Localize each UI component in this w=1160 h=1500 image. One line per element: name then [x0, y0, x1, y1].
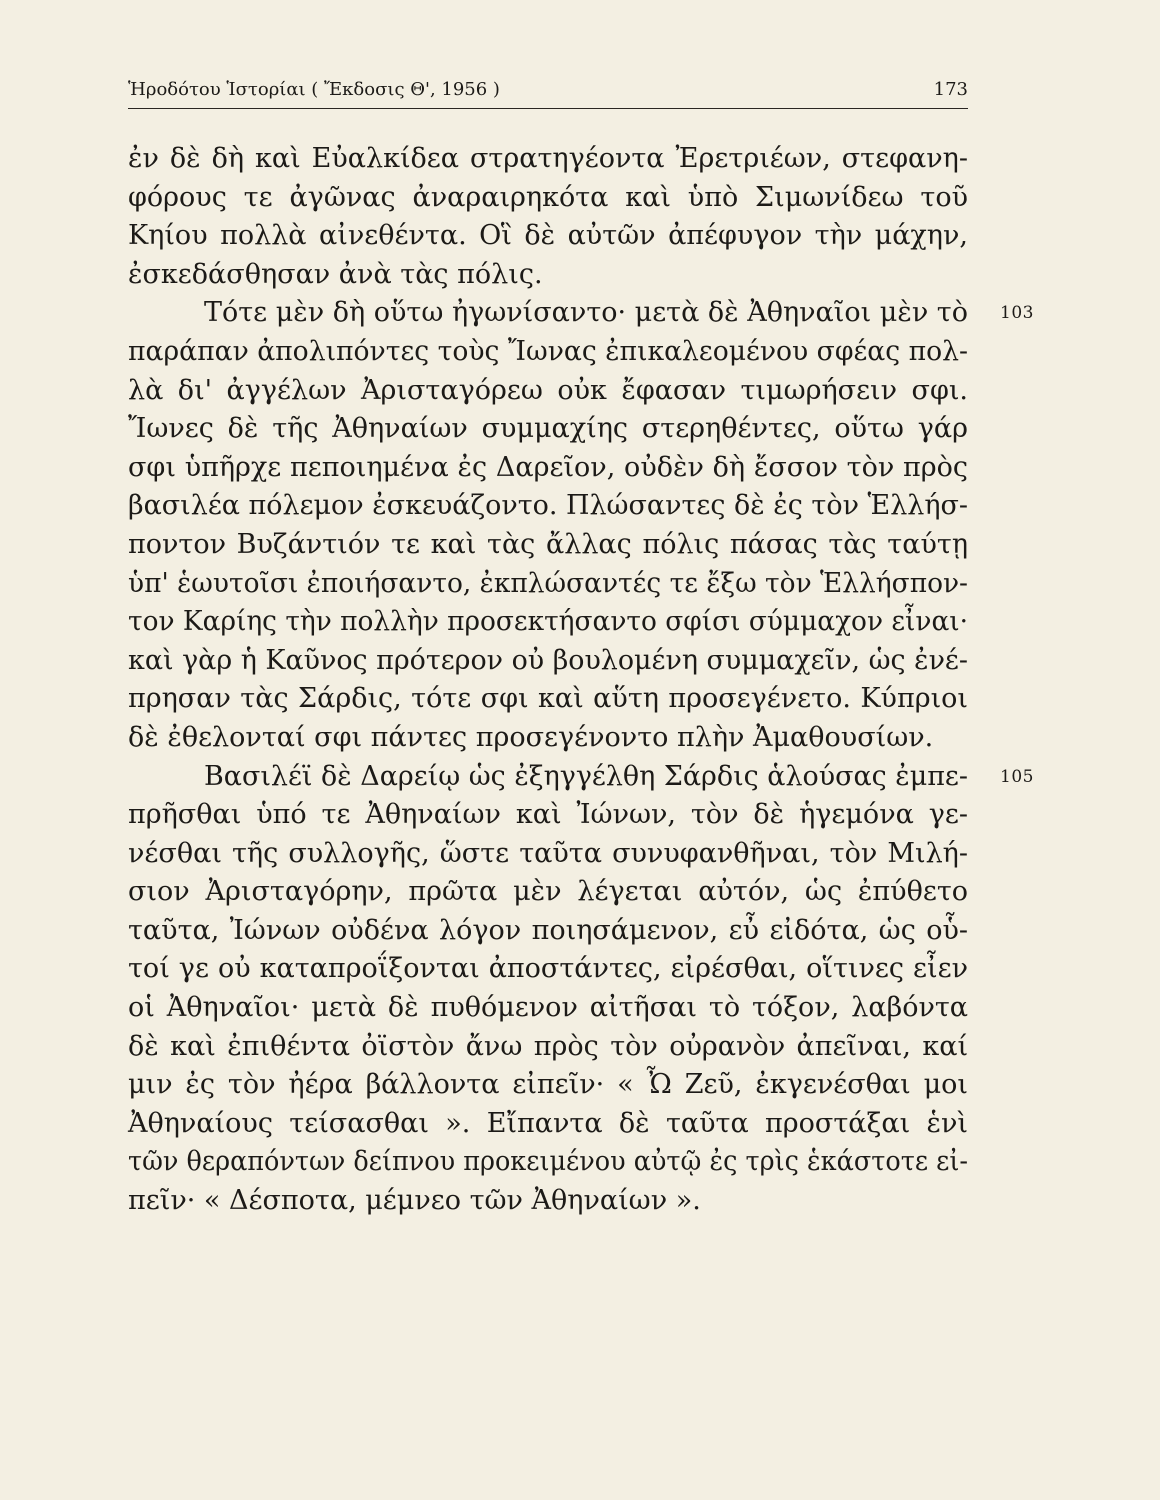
text-line [128, 179, 968, 218]
line-text: παράπαν ἀπολιπόντες τοὺς Ἴωνας ἐπικαλεομένου σφέας πολ- [128, 335, 969, 367]
line-text: φόρους τε ἀγῶνας ἀναραιρηκότα καὶ ὑπὸ Σιμωνίδεω τοῦ [128, 181, 969, 213]
line-text: τῶν θεραπόντων δείπνου προκειμένου αὐτῷ ἐς τρὶς ἑκάστοτε εἰ- [128, 1146, 968, 1178]
line-text: Βασιλέϊ δὲ Δαρείῳ ὡς ἐξηγγέλθη Σάρδις ἁλούσας ἐμπε- [204, 760, 968, 792]
body-text [128, 140, 1034, 1221]
text-line [128, 1105, 968, 1144]
line-text: καὶ γὰρ ἡ Καῦνος πρότερον οὐ βουλομένη συμμαχεῖν, ὡς ἐνέ- [128, 644, 968, 676]
text-line [128, 410, 968, 449]
line-text: μιν ἐς τὸν ἠέρα βάλλοντα εἰπεῖν· « Ὦ Ζεῦ, ἐκγενέσθαι μοι [128, 1069, 969, 1101]
line-text: πεῖν· « Δέσποτα, μέμνεο τῶν Ἀθηναίων ». [128, 1185, 701, 1217]
line-text: ποντον Βυζάντιόν τε καὶ τὰς ἄλλας πόλις πάσας τὰς ταύτῃ [128, 528, 969, 560]
text-line [128, 217, 968, 256]
text-line [128, 140, 968, 179]
line-text: Ἴωνες δὲ τῆς Ἀθηναίων συμμαχίης στερηθέντες, οὕτω γάρ [128, 413, 968, 445]
line-text: ὑπ' ἑωυτοῖσι ἐποιήσαντο, ἐκπλώσαντές τε ἔξω τὸν Ἑλλήσπον- [128, 567, 969, 599]
text-line [128, 1182, 968, 1221]
text-line [128, 758, 1034, 797]
text-line [128, 256, 968, 295]
text-line [128, 1066, 968, 1105]
line-text: Τότε μὲν δὴ οὕτω ἠγωνίσαντο· μετὰ δὲ Ἀθηναῖοι μὲν τὸ [204, 297, 968, 329]
section-number: 105 [1000, 766, 1034, 787]
text-line [128, 526, 968, 565]
text-line [128, 642, 968, 681]
text-line [128, 372, 968, 411]
line-text: ἐν δὲ δὴ καὶ Εὐαλκίδεα στρατηγέοντα Ἐρετριέων, στεφανη- [128, 143, 968, 174]
line-text: νέσθαι τῆς συλλογῆς, ὥστε ταῦτα συνυφανθῆναι, τὸν Μιλή- [128, 837, 968, 869]
text-line [128, 333, 968, 372]
section-number: 103 [1000, 303, 1034, 324]
line-text: δὲ καὶ ἐπιθέντα ὀϊστὸν ἄνω πρὸς τὸν οὐρανὸν ἀπεῖναι, καί [128, 1030, 969, 1062]
line-text: λὰ δι' ἀγγέλων Ἀρισταγόρεω οὐκ ἔφασαν τιμωρήσειν σφι. [128, 374, 969, 406]
line-text: σφι ὑπῆρχε πεποιημένα ἐς Δαρεῖον, οὐδὲν δὴ ἔσσον τὸν πρὸς [128, 451, 969, 483]
line-text: τον Καρίης τὴν πολλὴν προσεκτήσαντο σφίσι σύμμαχον εἶναι· [128, 606, 969, 638]
header-rule [128, 108, 968, 109]
text-line [128, 989, 968, 1028]
text-line [128, 719, 968, 758]
text-line [128, 1028, 968, 1067]
line-text: πρῆσθαι ὑπό τε Ἀθηναίων καὶ Ἰώνων, τὸν δὲ ἡγεμόνα γε- [128, 799, 968, 831]
line-text: ἐσκεδάσθησαν ἀνὰ τὰς πόλις. [128, 258, 543, 290]
text-line [128, 565, 968, 604]
text-line [128, 912, 968, 951]
text-line [128, 950, 968, 989]
line-text: βασιλέα πόλεμον ἐσκευάζοντο. Πλώσαντες δὲ ἐς τὸν Ἑλλήσ- [128, 490, 969, 522]
text-line [128, 294, 1034, 333]
line-text: δὲ ἐθελονταί σφι πάντες προσεγένοντο πλὴν Ἀμαθουσίων. [128, 721, 934, 753]
text-line [128, 603, 968, 642]
line-text: πρησαν τὰς Σάρδις, τότε σφι καὶ αὕτη προσεγένετο. Κύπριοι [128, 683, 969, 715]
text-line [128, 449, 968, 488]
line-text: Ἀθηναίους τείσασθαι ». Εἴπαντα δὲ ταῦτα προστάξαι ἑνὶ [128, 1107, 969, 1139]
text-line [128, 487, 968, 526]
line-text: οἱ Ἀθηναῖοι· μετὰ δὲ πυθόμενον αἰτῆσαι τὸ τόξον, λαβόντα [128, 992, 969, 1024]
header-title: Ἡροδότου Ἱστορίαι ( Ἔκδοσις Θ', 1956 ) [128, 79, 500, 100]
text-line [128, 680, 968, 719]
text-line [128, 873, 968, 912]
line-text: Κηίου πολλὰ αἰνεθέντα. Οἳ δὲ αὐτῶν ἀπέφυγον τὴν μάχην, [128, 220, 968, 252]
line-text: σιον Ἀρισταγόρην, πρῶτα μὲν λέγεται αὐτόν, ὡς ἐπύθετο [128, 876, 969, 908]
running-header [128, 72, 968, 108]
line-text: τοί γε οὐ καταπροΐξονται ἀποστάντες, εἰρέσθαι, οἵτινες εἶεν [128, 953, 969, 985]
text-line [128, 796, 968, 835]
text-line [128, 1143, 968, 1182]
text-line [128, 835, 968, 874]
page-number: 173 [933, 79, 968, 100]
line-text: ταῦτα, Ἰώνων οὐδένα λόγον ποιησάμενον, εὖ εἰδότα, ὡς οὗ- [128, 914, 969, 946]
